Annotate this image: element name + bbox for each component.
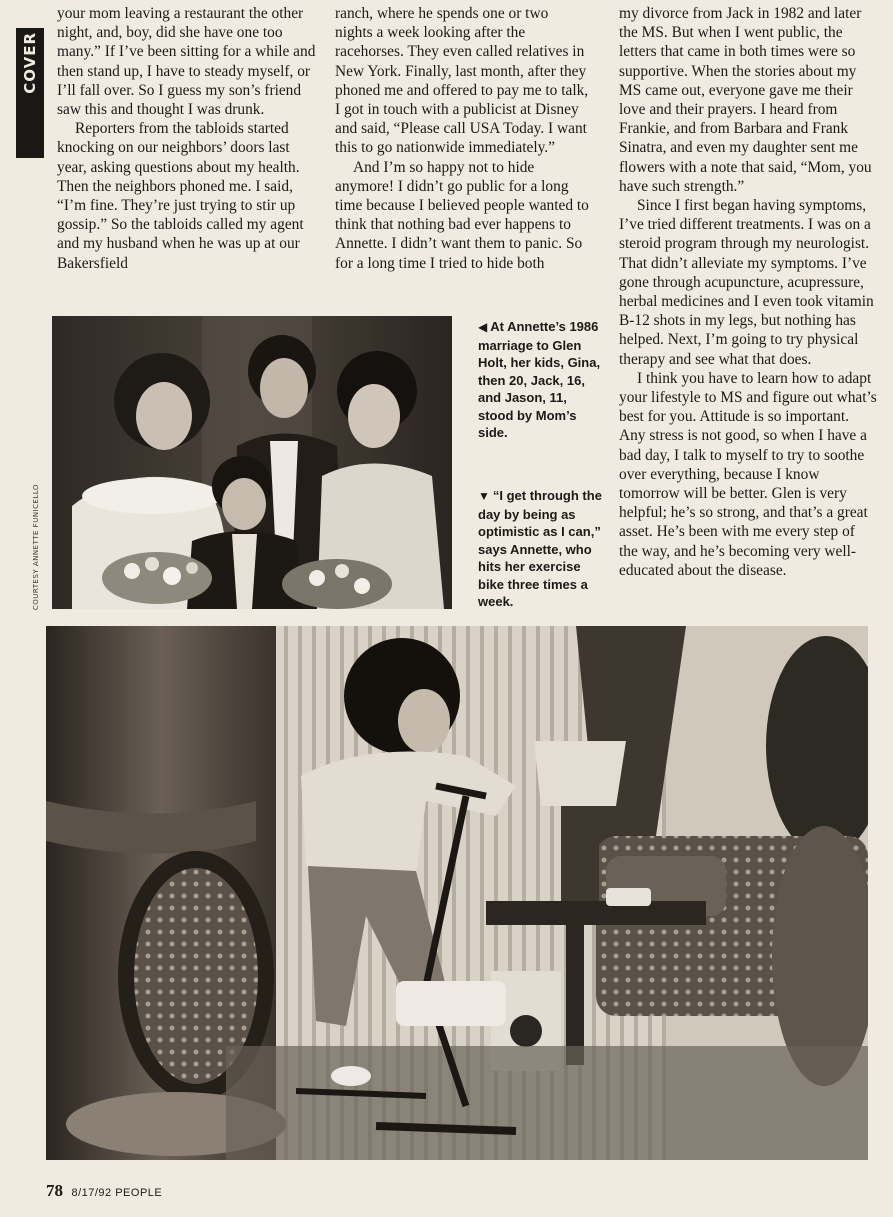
article-column-2 <box>335 4 589 273</box>
paragraph: Since I first began having symptoms, I’ve tried different treatments. I was on a steroid program through my neurologist. That didn’t alleviate my symptoms. I’ve gone through acupuncture, acupressure, herbal medicines and I even took vitamin B-12 shots in my legs, but nothing has helped. Next, I’m going to try physical therapy and see what that does. <box>619 197 874 368</box>
paragraph: And I’m so happy not to hide anymore! I didn’t go public for a long time because I believed people wanted to think that nothing bad ever happens to Annette. I didn’t want them to panic. So for a long time I tried to hide both <box>335 158 589 272</box>
paragraph: ranch, where he spends one or two nights a week looking after the racehorses. They even called relatives in New York. Finally, last month, after they phoned me and offered to pay me to talk, I got in touch with a publicist at Disney and said, “Please call USA Today. I want this to go nationwide immediately.” <box>335 5 589 157</box>
article-column-3 <box>619 4 877 580</box>
caption-text: “I get through the day by being as optimistic as I can,” says Annette, who hits her exercise bike three times a week. <box>478 488 602 609</box>
issue-date-publication: 8/17/92 PEOPLE <box>71 1187 163 1199</box>
photo-caption-wedding <box>478 318 603 442</box>
paragraph: I think you have to learn how to adapt your lifestyle to MS and figure out what’s best for you. Attitude is so important. Any stress is not good, so when I have a bad day, I talk to myself to try to soothe over everything, because I know tomorrow will be better. Glen is very helpful; he’s so strong, and that’s a great asset. He’s been with me every step of the way, and he’s becoming very well-educated about the disease. <box>619 369 877 579</box>
section-tab-cover <box>16 28 44 158</box>
caption-text: At Annette’s 1986 marriage to Glen Holt, her kids, Gina, then 20, Jack, 16, and Jason, 11, stood by Mom’s side. <box>478 319 601 440</box>
article-column-1 <box>57 4 323 273</box>
photo-caption-exercise <box>478 487 606 611</box>
photo-credit: COURTESY ANNETTE FUNICELLO <box>32 483 40 610</box>
wedding-photo-graphic <box>52 316 452 609</box>
paragraph: my divorce from Jack in 1982 and later the MS. But when I went public, the letters that came in both times were so supportive. When the stories about my MS came out, everyone gave me their love and their prayers. I heard from Frankie, and from Barbara and Frank Sinatra, and even my daughter sent me flowers with a note that said, “Mom, you have such strength.” <box>619 5 872 195</box>
exercise-bike-photo <box>46 626 868 1160</box>
paragraph: Reporters from the tabloids started knocking on our neighbors’ doors last year, asking questions about my health. Then the neighbors phoned me. I said, “I’m fine. They’re just trying to stir up gossip.” So the tabloids called my agent and my husband when he was up at our Bakersfield <box>57 120 304 272</box>
arrow-down-icon: ▼ <box>478 489 490 503</box>
page-number: 78 <box>46 1181 63 1200</box>
paragraph: your mom leaving a restaurant the other night, and, boy, did she have one too many.” If I’ve been sitting for a while and then stand up, I have to steady myself, or I’ll fall over. So I guess my son’s friend saw this and thought I was drunk. <box>57 5 316 119</box>
exercise-photo-graphic <box>46 626 868 1160</box>
arrow-left-icon: ◀ <box>478 320 488 334</box>
wedding-family-photo <box>52 316 452 609</box>
section-tab-label: COVER <box>21 32 39 94</box>
page-footer <box>46 1181 162 1201</box>
